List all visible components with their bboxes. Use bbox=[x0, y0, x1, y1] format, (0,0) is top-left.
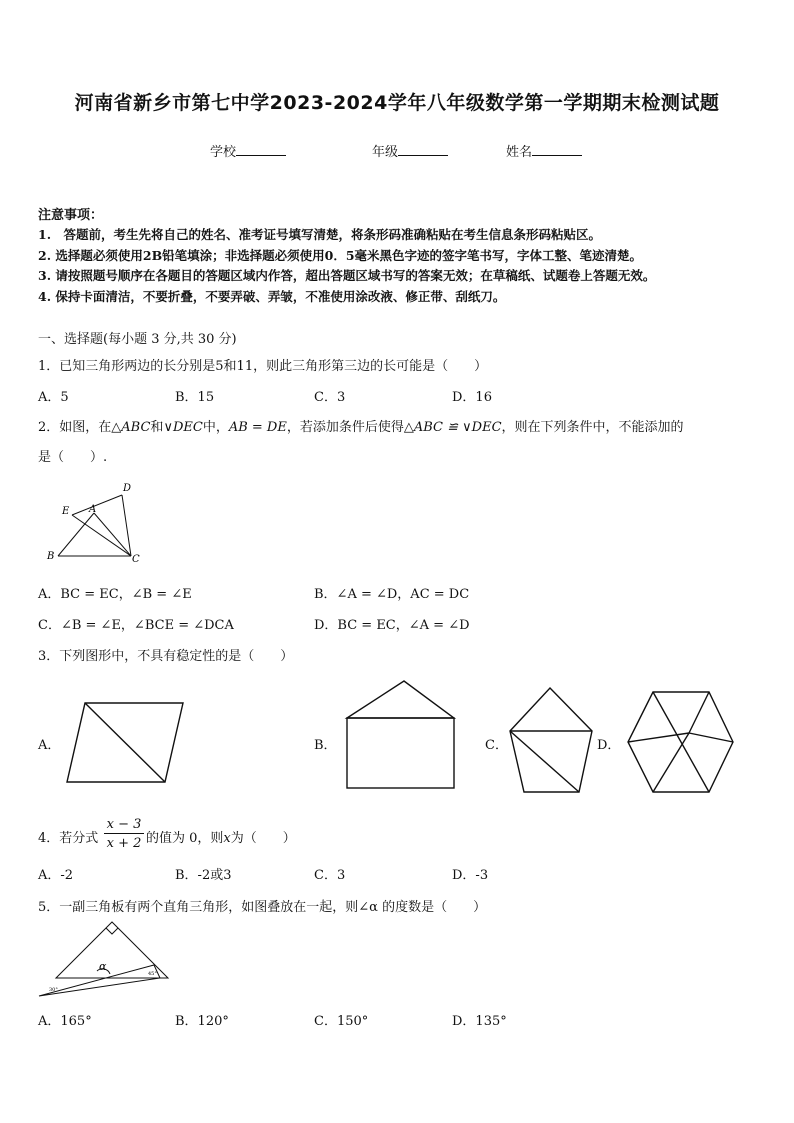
notes-heading: 注意事项： bbox=[38, 208, 104, 223]
q1-option-b[interactable]: B．15 bbox=[175, 390, 215, 405]
q2-label-d: D bbox=[123, 483, 132, 494]
q3-option-a[interactable]: A． bbox=[38, 738, 61, 753]
name-label: 姓名 bbox=[506, 145, 533, 160]
grade-field[interactable] bbox=[372, 141, 448, 160]
q2-option-d[interactable]: D．BC = EC，∠A = ∠D bbox=[314, 618, 470, 633]
grade-blank[interactable] bbox=[398, 143, 448, 156]
q3-figure-d-hexagon bbox=[623, 688, 738, 798]
school-field[interactable] bbox=[210, 141, 286, 160]
q2-stem-part: 和 bbox=[150, 420, 164, 435]
note-item: 2. 选择题必须使用2B铅笔填涂；非选择题必须使用0．5毫米黑色字迹的签字笔书写，字体工整、笔迹清楚。 bbox=[38, 248, 643, 263]
section-heading: 一、选择题(每小题 3 分,共 30 分) bbox=[38, 332, 237, 347]
q4-fraction bbox=[104, 816, 144, 853]
q4-option-c[interactable]: C．3 bbox=[314, 868, 346, 883]
note-item: 4. 保持卡面清洁，不要折叠，不要弄破、弄皱，不准使用涂改液、修正带、刮纸刀。 bbox=[38, 289, 506, 304]
q2-stem-part: ，则在下列条件中，不能添加的 bbox=[501, 420, 684, 435]
q5-option-c[interactable]: C．150° bbox=[314, 1014, 369, 1029]
q2-option-c[interactable]: C．∠B = ∠E，∠BCE = ∠DCA bbox=[38, 618, 234, 633]
q3-option-b[interactable]: B． bbox=[314, 738, 337, 753]
q2-stem-part: 2．如图，在 bbox=[38, 420, 112, 435]
q2-option-b[interactable]: B．∠A = ∠D，AC = DC bbox=[314, 587, 470, 602]
q2-triangle-abc: △ABC bbox=[111, 420, 151, 435]
q2-stem bbox=[38, 416, 684, 435]
q5-option-d[interactable]: D．135° bbox=[452, 1014, 507, 1029]
name-field[interactable] bbox=[506, 141, 582, 160]
q3-stem: 3．下列图形中，不具有稳定性的是（ ） bbox=[38, 649, 294, 664]
q2-option-a[interactable]: A．BC = EC，∠B = ∠E bbox=[38, 587, 192, 602]
grade-label: 年级 bbox=[372, 145, 399, 160]
q1-option-a[interactable]: A．5 bbox=[38, 390, 69, 405]
school-label: 学校 bbox=[210, 145, 237, 160]
q2-condition: AB = DE bbox=[228, 420, 287, 435]
q2-label-a: A bbox=[89, 504, 97, 515]
q2-stem-part: 中， bbox=[202, 420, 229, 435]
q4-denominator: x + 2 bbox=[106, 836, 142, 851]
q4-option-a[interactable]: A．-2 bbox=[38, 868, 74, 883]
q5-label-45: 45° bbox=[148, 971, 157, 977]
q4-option-d[interactable]: D．-3 bbox=[452, 868, 489, 883]
q4-variable: x bbox=[223, 831, 231, 846]
q3-figure-b-house bbox=[342, 678, 462, 793]
q2-label-b: B bbox=[47, 551, 55, 562]
q5-figure bbox=[36, 918, 176, 1000]
q2-congruence: △ABC ≌ ∨DEC bbox=[403, 420, 502, 435]
school-blank[interactable] bbox=[236, 143, 286, 156]
q2-triangle-dec: ∨DEC bbox=[163, 420, 203, 435]
note-item: 3. 请按照题号顺序在各题目的答题区域内作答，超出答题区域书写的答案无效；在草稿纸、试题卷上答题无效。 bbox=[38, 268, 656, 283]
q2-stem-line2: 是（ ）. bbox=[38, 450, 108, 465]
q1-option-d[interactable]: D．16 bbox=[452, 390, 492, 405]
q2-label-e: E bbox=[62, 506, 70, 517]
q4-stem-tail bbox=[146, 827, 296, 846]
q5-option-b[interactable]: B．120° bbox=[175, 1014, 229, 1029]
q5-label-alpha: α bbox=[99, 960, 107, 973]
q2-label-c: C bbox=[132, 554, 140, 565]
q4-stem-part: 4．若分式 bbox=[38, 831, 99, 846]
q3-option-c[interactable]: C． bbox=[485, 738, 508, 753]
q1-stem: 1．已知三角形两边的长分别是5和11，则此三角形第三边的长可能是（ ） bbox=[38, 359, 488, 374]
q3-figure-c-pentagon bbox=[505, 684, 605, 794]
q1-option-c[interactable]: C．3 bbox=[314, 390, 346, 405]
name-blank[interactable] bbox=[532, 143, 582, 156]
note-item: 1. 答题前，考生先将自己的姓名、准考证号填写清楚，将条形码准确粘贴在考生信息条形码粘贴区。 bbox=[38, 227, 602, 242]
q5-label-30: 30° bbox=[49, 987, 58, 993]
q4-option-b[interactable]: B．-2或3 bbox=[175, 868, 232, 883]
q4-stem-part: 为（ ） bbox=[230, 831, 296, 846]
q5-option-a[interactable]: A．165° bbox=[38, 1014, 92, 1029]
q4-stem-part: 的值为 0，则 bbox=[146, 831, 224, 846]
q5-stem: 5．一副三角板有两个直角三角形，如图叠放在一起，则∠α 的度数是（ ） bbox=[38, 900, 487, 915]
q2-figure bbox=[40, 478, 160, 578]
q4-numerator: x − 3 bbox=[104, 816, 144, 834]
exam-title: 河南省新乡市第七中学2023-2024学年八年级数学第一学期期末检测试题 bbox=[74, 92, 720, 114]
q2-stem-part: ，若添加条件后使得 bbox=[286, 420, 404, 435]
q3-option-d[interactable]: D． bbox=[597, 738, 621, 753]
q3-figure-a-parallelogram bbox=[62, 698, 202, 788]
